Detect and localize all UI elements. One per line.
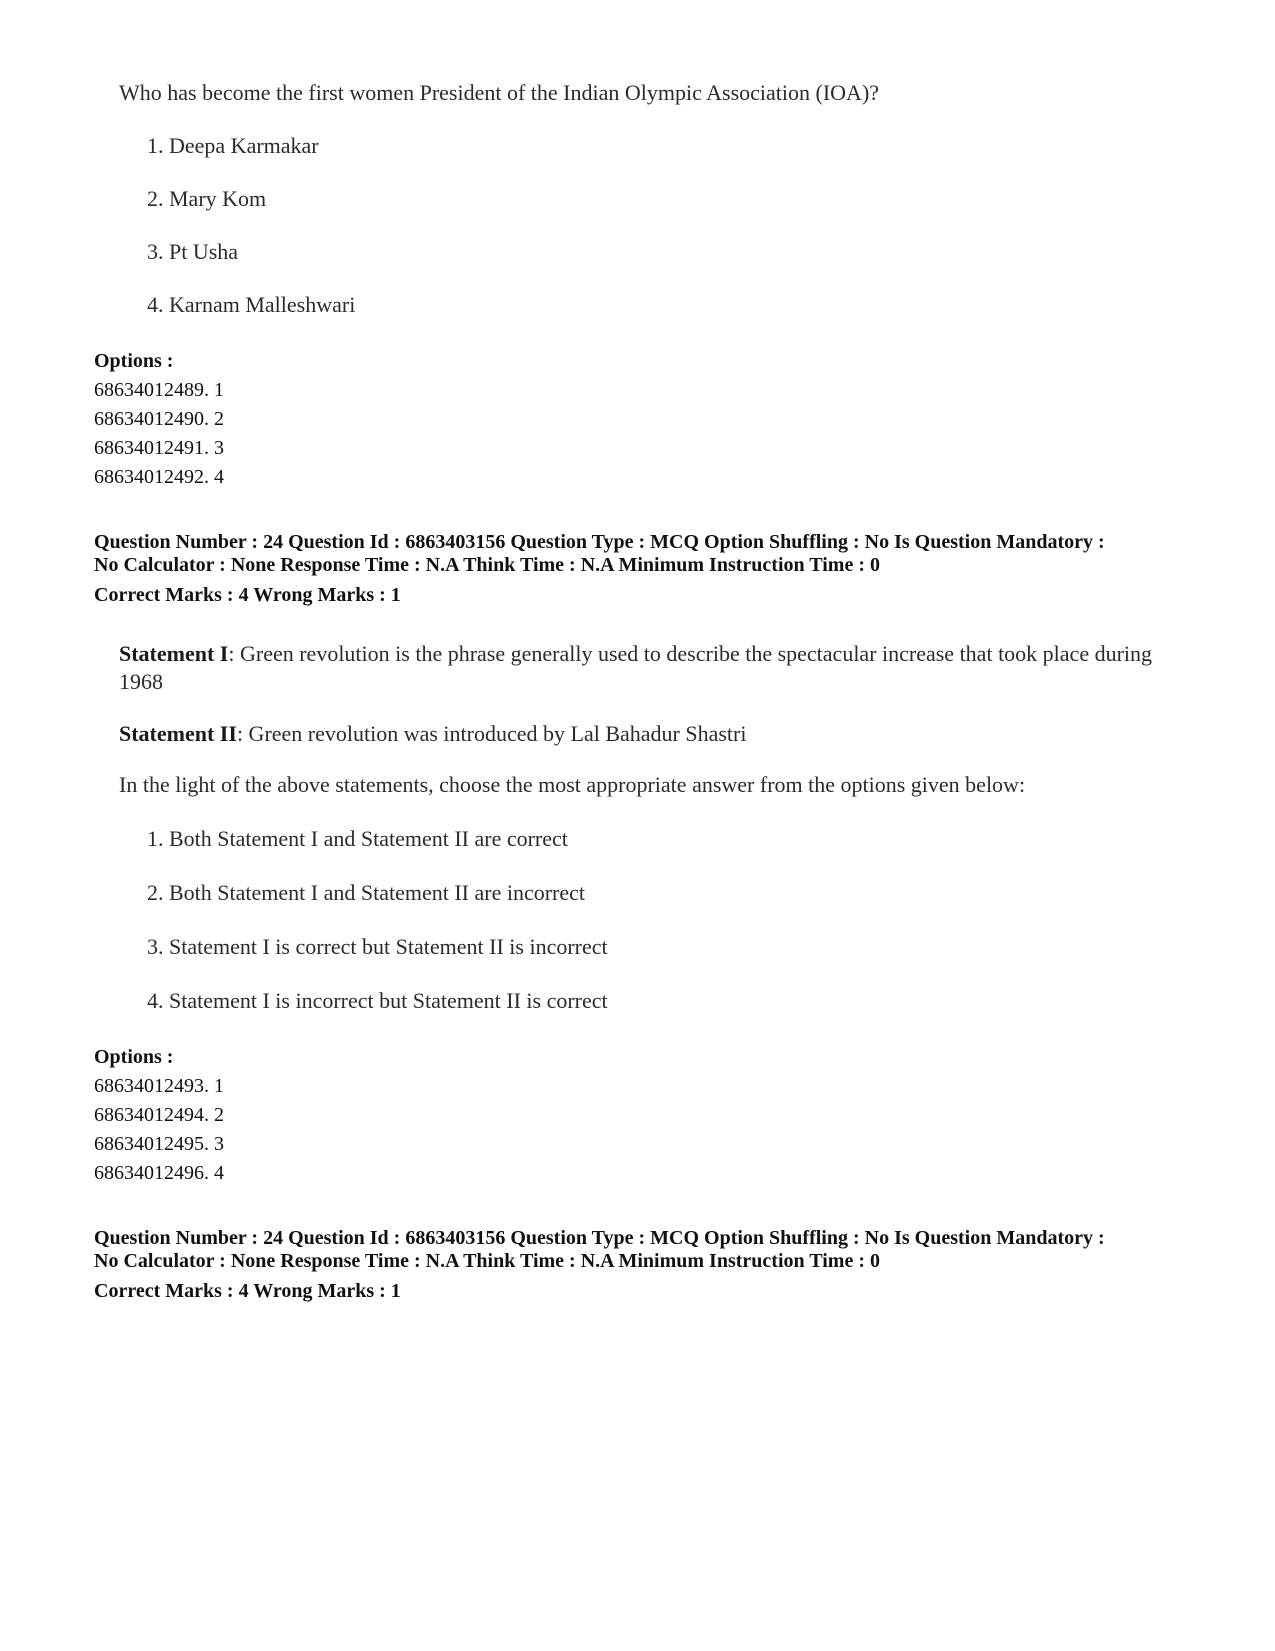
question-meta-line1: Question Number : 24 Question Id : 6863403156 Question Type : MCQ Option Shuffling : No Is Question Mandatory :: [94, 1227, 1105, 1249]
options-label: Options :: [94, 1046, 174, 1068]
choice-4: 4. Karnam Malleshwari: [147, 292, 356, 317]
question-marks: Correct Marks : 4 Wrong Marks : 1: [94, 1280, 401, 1302]
option-code-1: 68634012493. 1: [94, 1075, 224, 1097]
question-text: Who has become the first women President of the Indian Olympic Association (IOA)?: [119, 80, 880, 105]
statement-2: [119, 720, 1179, 748]
choice-3: 3. Pt Usha: [147, 239, 239, 264]
statement-1-text: : Green revolution is the phrase generally used to describe the spectacular increase that took place during 1968: [119, 641, 1153, 694]
option-code-2: 68634012494. 2: [94, 1104, 224, 1126]
statement-2-text: : Green revolution was introduced by Lal Bahadur Shastri: [236, 721, 747, 746]
question-marks: Correct Marks : 4 Wrong Marks : 1: [94, 584, 401, 606]
statement-2-label: Statement II: [119, 721, 237, 746]
instruction-text: In the light of the above statements, choose the most appropriate answer from the options given below:: [119, 772, 1026, 797]
choice-2: 2. Mary Kom: [147, 186, 267, 211]
statement-1-label: Statement I: [119, 641, 229, 666]
question-meta-line2: No Calculator : None Response Time : N.A Think Time : N.A Minimum Instruction Time : 0: [94, 1250, 880, 1272]
statement-1: [119, 640, 1179, 696]
choice-2: 2. Both Statement I and Statement II are incorrect: [147, 880, 586, 905]
option-code-3: 68634012491. 3: [94, 437, 224, 459]
question-meta-line2: No Calculator : None Response Time : N.A Think Time : N.A Minimum Instruction Time : 0: [94, 554, 880, 576]
choice-4: 4. Statement I is incorrect but Statement II is correct: [147, 988, 608, 1013]
option-code-4: 68634012492. 4: [94, 466, 224, 488]
options-label: Options :: [94, 350, 174, 372]
option-code-1: 68634012489. 1: [94, 379, 224, 401]
choice-3: 3. Statement I is correct but Statement II is incorrect: [147, 934, 608, 959]
option-code-3: 68634012495. 3: [94, 1133, 224, 1155]
option-code-4: 68634012496. 4: [94, 1162, 224, 1184]
option-code-2: 68634012490. 2: [94, 408, 224, 430]
choice-1: 1. Both Statement I and Statement II are correct: [147, 826, 568, 851]
question-meta-line1: Question Number : 24 Question Id : 6863403156 Question Type : MCQ Option Shuffling : No Is Question Mandatory :: [94, 531, 1105, 553]
choice-1: 1. Deepa Karmakar: [147, 133, 319, 158]
